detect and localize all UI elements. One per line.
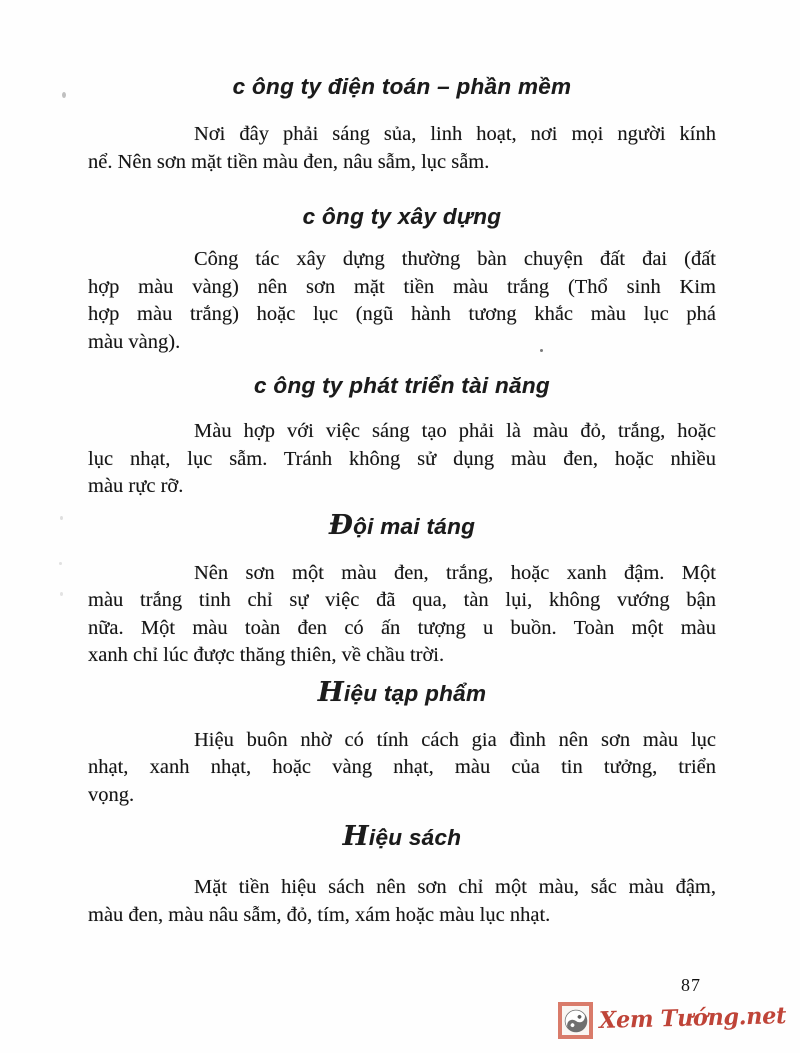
paragraph-line: nể. Nên sơn mặt tiền màu đen, nâu sẫm, lục sẫm. bbox=[88, 150, 490, 173]
paragraph-line: lục nhạt, lục sẫm. Tránh không sử dụng màu đen, hoặc nhiều bbox=[88, 447, 716, 470]
page-content bbox=[88, 72, 716, 929]
section-heading-doi-mai-tang: Đội mai táng bbox=[328, 508, 476, 541]
scan-speck bbox=[540, 349, 543, 352]
section-heading-cong-ty-phat-trien-tai-nang: ϲ ông ty phát triển tài năng bbox=[254, 373, 550, 398]
paragraph-line: nhạt, xanh nhạt, hoặc vàng nhạt, màu của tin tưởng, triển bbox=[88, 756, 716, 778]
paragraph-line: màu đen, màu nâu sẫm, đỏ, tím, xám hoặc màu lục nhạt. bbox=[88, 903, 551, 926]
paragraph-cong-ty-dien-toan bbox=[88, 121, 716, 176]
watermark-text: Xem Tướng.net bbox=[598, 1002, 787, 1034]
paragraph-line: Công tác xây dựng thường bàn chuyện đất đai (đất bbox=[194, 248, 716, 270]
paragraph-cong-ty-xay-dung bbox=[88, 246, 716, 356]
section-heading-cong-ty-dien-toan: ϲ ông ty điện toán – phần mềm bbox=[232, 74, 572, 99]
scan-speck bbox=[62, 92, 66, 98]
paragraph-hieu-sach bbox=[88, 874, 716, 929]
paragraph-cong-ty-phat-trien bbox=[88, 418, 716, 501]
scan-speck bbox=[60, 516, 63, 520]
paragraph-line: màu vàng). bbox=[88, 330, 181, 353]
paragraph-line: xanh chỉ lúc được thăng thiên, về chầu trời. bbox=[88, 644, 445, 666]
section-heading-hieu-tap-pham: Hiệu tạp phẩm bbox=[317, 675, 487, 708]
page-number: 87 bbox=[681, 975, 701, 995]
paragraph-line: hợp màu vàng) nên sơn mặt tiền màu trắng (Thổ sinh Kim bbox=[88, 275, 716, 298]
watermark bbox=[558, 1002, 792, 1039]
section-heading-hieu-sach: Hiệu sách bbox=[342, 820, 462, 852]
paragraph-line: Màu hợp với việc sáng tạo phải là màu đỏ, trắng, hoặc bbox=[194, 420, 716, 442]
scan-speck bbox=[60, 592, 63, 596]
paragraph-line: Mặt tiền hiệu sách nên sơn chỉ một màu, sắc màu đậm, bbox=[194, 876, 716, 898]
paragraph-line: màu rực rỡ. bbox=[88, 475, 184, 497]
paragraph-line: Nơi đây phải sáng sủa, linh hoạt, nơi mọi người kính bbox=[194, 123, 716, 145]
paragraph-line: nữa. Một màu toàn đen có ấn tượng u buồn. Toàn một màu bbox=[88, 616, 716, 639]
paragraph-line: màu trắng tinh chỉ sự việc đã qua, tàn lụi, không vướng bận bbox=[88, 589, 716, 611]
section-heading-cong-ty-xay-dung: ϲ ông ty xây dựng bbox=[302, 204, 502, 229]
scan-speck bbox=[59, 562, 62, 565]
paragraph-line: Hiệu buôn nhờ có tính cách gia đình nên sơn màu lục bbox=[194, 728, 716, 751]
paragraph-line: Nên sơn một màu đen, trắng, hoặc xanh đậm. Một bbox=[194, 561, 716, 584]
paragraph-doi-mai-tang bbox=[88, 560, 716, 670]
paragraph-line: hợp màu trắng) hoặc lục (ngũ hành tương khắc màu lục phá bbox=[88, 303, 716, 325]
paragraph-hieu-tap-pham bbox=[88, 727, 716, 810]
paragraph-line: vọng. bbox=[88, 783, 135, 806]
yin-yang-icon bbox=[558, 1002, 593, 1039]
